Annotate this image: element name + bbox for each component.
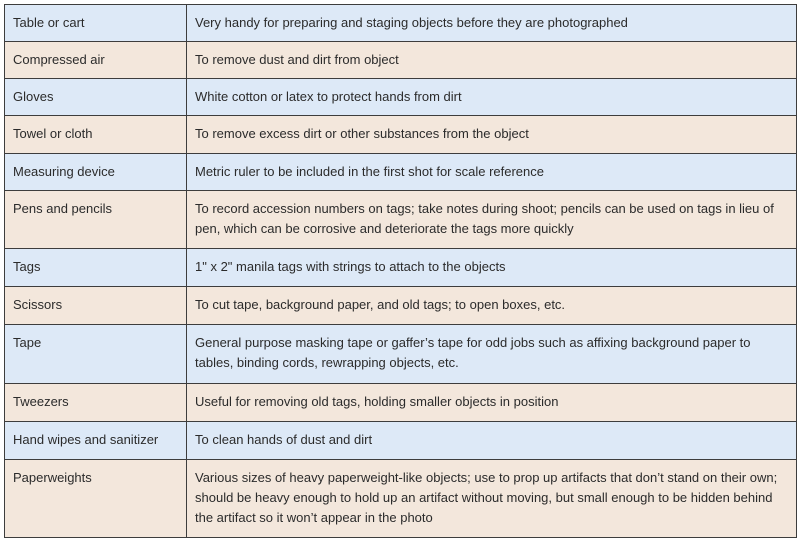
item-name: Gloves: [5, 79, 187, 116]
table-row: [5, 249, 797, 287]
item-description: General purpose masking tape or gaffer’s tape for odd jobs such as affixing background paper to tables, binding cords, rewrapping objects, etc.: [187, 325, 797, 384]
table-row: [5, 79, 797, 116]
item-description: Various sizes of heavy paperweight-like objects; use to prop up artifacts that don’t stand on their own; should be heavy enough to hold up an artifact without moving, but small enough to be hidden behind the artifact so it won’t appear in the photo: [187, 460, 797, 538]
table-row: [5, 42, 797, 79]
table-row: [5, 384, 797, 422]
table-row: [5, 116, 797, 154]
item-name: Towel or cloth: [5, 116, 187, 154]
item-description: To clean hands of dust and dirt: [187, 422, 797, 460]
item-description: To remove excess dirt or other substances from the object: [187, 116, 797, 154]
table-row: [5, 191, 797, 249]
item-name: Compressed air: [5, 42, 187, 79]
equipment-table-body: [5, 5, 797, 538]
item-name: Tape: [5, 325, 187, 384]
item-name: Measuring device: [5, 154, 187, 191]
item-name: Hand wipes and sanitizer: [5, 422, 187, 460]
item-description: Very handy for preparing and staging objects before they are photographed: [187, 5, 797, 42]
equipment-table: [4, 4, 797, 538]
table-row: [5, 287, 797, 325]
table-row: [5, 154, 797, 191]
item-description: White cotton or latex to protect hands from dirt: [187, 79, 797, 116]
item-name: Paperweights: [5, 460, 187, 538]
table-row: [5, 460, 797, 538]
item-name: Pens and pencils: [5, 191, 187, 249]
item-name: Tweezers: [5, 384, 187, 422]
item-name: Tags: [5, 249, 187, 287]
table-row: [5, 5, 797, 42]
item-description: To remove dust and dirt from object: [187, 42, 797, 79]
item-name: Table or cart: [5, 5, 187, 42]
item-description: Metric ruler to be included in the first shot for scale reference: [187, 154, 797, 191]
table-row: [5, 325, 797, 384]
table-row: [5, 422, 797, 460]
item-description: Useful for removing old tags, holding smaller objects in position: [187, 384, 797, 422]
item-description: 1" x 2" manila tags with strings to attach to the objects: [187, 249, 797, 287]
item-description: To record accession numbers on tags; take notes during shoot; pencils can be used on tags in lieu of pen, which can be corrosive and deteriorate the tags more quickly: [187, 191, 797, 249]
item-name: Scissors: [5, 287, 187, 325]
item-description: To cut tape, background paper, and old tags; to open boxes, etc.: [187, 287, 797, 325]
